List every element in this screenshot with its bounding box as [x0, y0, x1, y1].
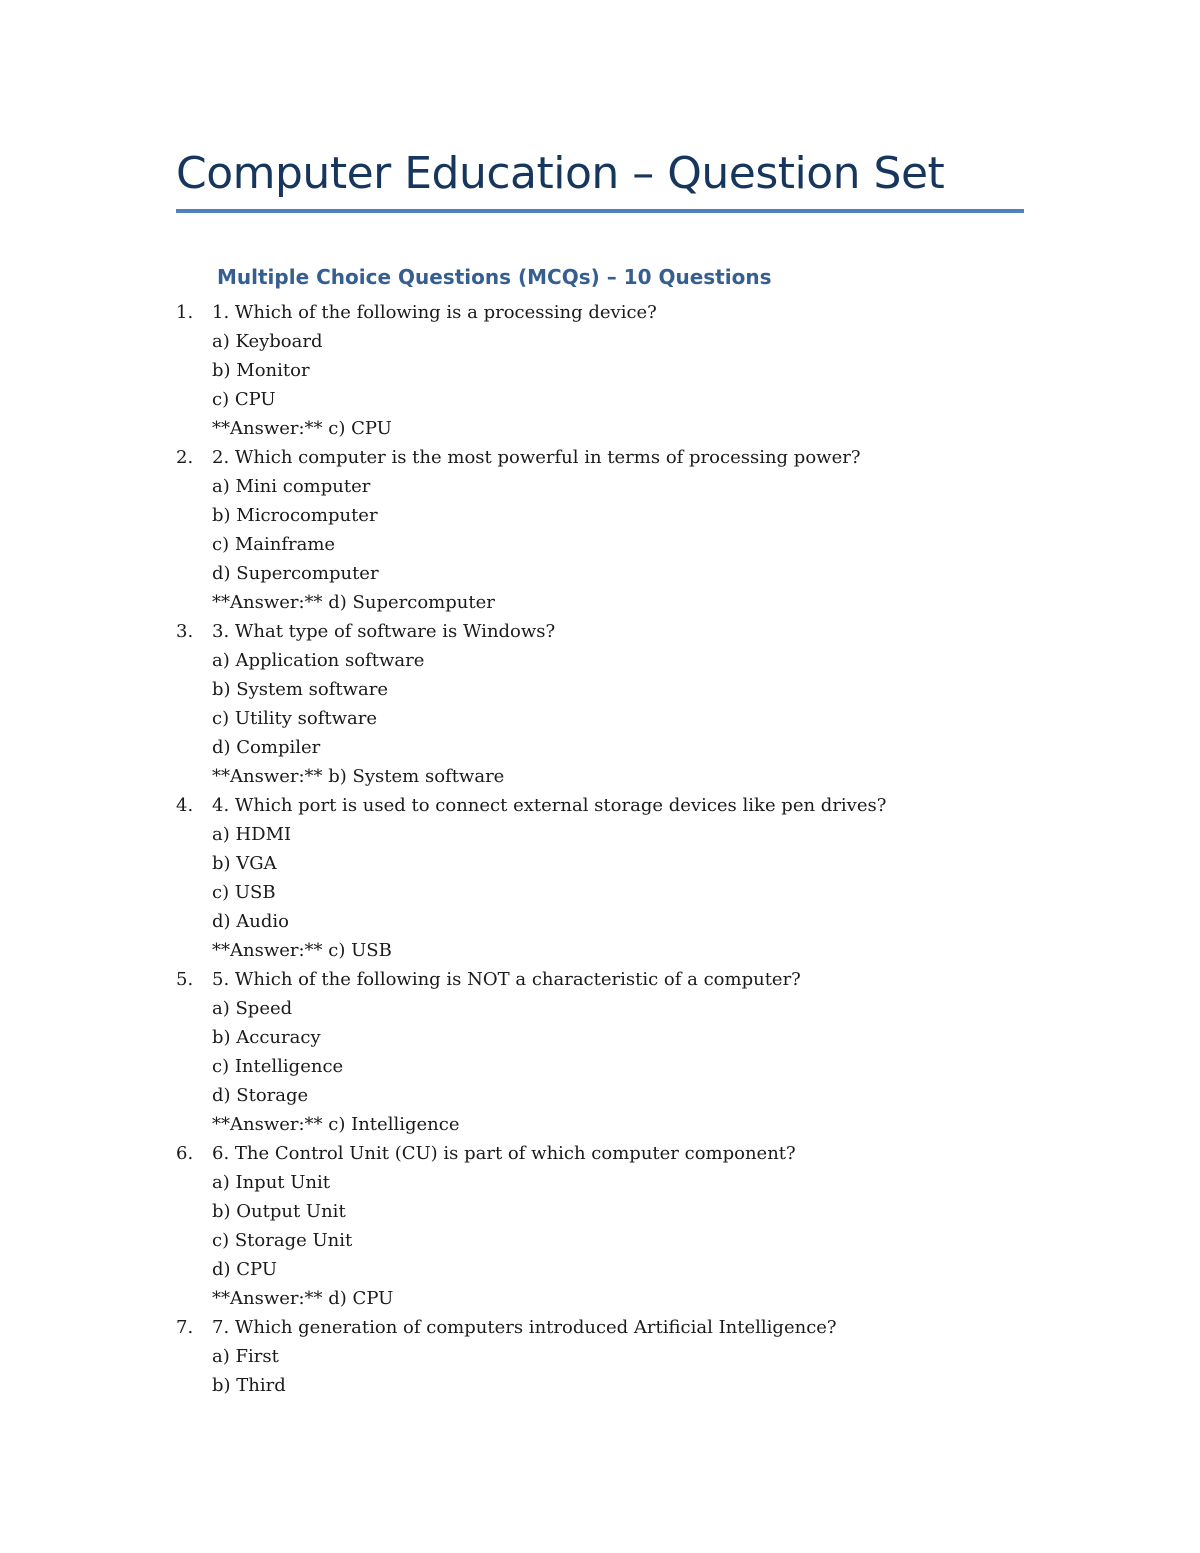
answer-option: c) USB — [212, 882, 276, 903]
question-text: 6. The Control Unit (CU) is part of which computer component? — [212, 1143, 796, 1164]
answer-option: a) Speed — [212, 998, 293, 1019]
answer-option: c) Mainframe — [212, 534, 336, 555]
question-text: 1. Which of the following is a processing device? — [212, 302, 657, 323]
answer-key: **Answer:** c) CPU — [212, 418, 392, 439]
answer-option: d) Supercomputer — [212, 563, 379, 584]
question-text: 7. Which generation of computers introduced Artificial Intelligence? — [212, 1317, 837, 1338]
question-number: 2. — [176, 447, 194, 468]
question-text: 5. Which of the following is NOT a characteristic of a computer? — [212, 969, 801, 990]
title-underline-rule — [176, 209, 1024, 213]
answer-option: b) Monitor — [212, 360, 310, 381]
answer-key: **Answer:** d) CPU — [212, 1288, 394, 1309]
question-item — [0, 791, 1200, 965]
question-list — [0, 298, 1200, 1400]
question-number: 4. — [176, 795, 194, 816]
answer-option: c) Storage Unit — [212, 1230, 353, 1251]
answer-option: a) HDMI — [212, 824, 292, 845]
question-text: 4. Which port is used to connect external storage devices like pen drives? — [212, 795, 887, 816]
answer-option: b) Accuracy — [212, 1027, 321, 1048]
section-heading: Multiple Choice Questions (MCQs) – 10 Questions — [217, 265, 772, 289]
question-item — [0, 443, 1200, 617]
answer-option: b) System software — [212, 679, 389, 700]
answer-option: d) Audio — [212, 911, 289, 932]
answer-option: c) CPU — [212, 389, 276, 410]
answer-option: d) Compiler — [212, 737, 321, 758]
answer-key: **Answer:** d) Supercomputer — [212, 592, 495, 613]
answer-option: d) CPU — [212, 1259, 278, 1280]
question-number: 1. — [176, 302, 194, 323]
answer-option: b) VGA — [212, 853, 277, 874]
answer-option: d) Storage — [212, 1085, 309, 1106]
answer-option: a) Keyboard — [212, 331, 323, 352]
question-item — [0, 298, 1200, 443]
answer-option: a) Mini computer — [212, 476, 371, 497]
answer-option: a) Input Unit — [212, 1172, 331, 1193]
answer-option: a) Application software — [212, 650, 425, 671]
question-item — [0, 1139, 1200, 1313]
answer-option: b) Output Unit — [212, 1201, 346, 1222]
answer-key: **Answer:** c) USB — [212, 940, 392, 961]
answer-key: **Answer:** c) Intelligence — [212, 1114, 460, 1135]
answer-option: c) Intelligence — [212, 1056, 344, 1077]
answer-option: a) First — [212, 1346, 279, 1367]
question-number: 3. — [176, 621, 194, 642]
answer-option: b) Third — [212, 1375, 286, 1396]
question-number: 7. — [176, 1317, 194, 1338]
question-text: 2. Which computer is the most powerful in terms of processing power? — [212, 447, 861, 468]
answer-option: c) Utility software — [212, 708, 377, 729]
question-item — [0, 1313, 1200, 1400]
answer-key: **Answer:** b) System software — [212, 766, 505, 787]
question-number: 6. — [176, 1143, 194, 1164]
question-item — [0, 965, 1200, 1139]
question-number: 5. — [176, 969, 194, 990]
question-text: 3. What type of software is Windows? — [212, 621, 556, 642]
answer-option: b) Microcomputer — [212, 505, 378, 526]
question-item — [0, 617, 1200, 791]
document-title: Computer Education – Question Set — [176, 148, 945, 199]
